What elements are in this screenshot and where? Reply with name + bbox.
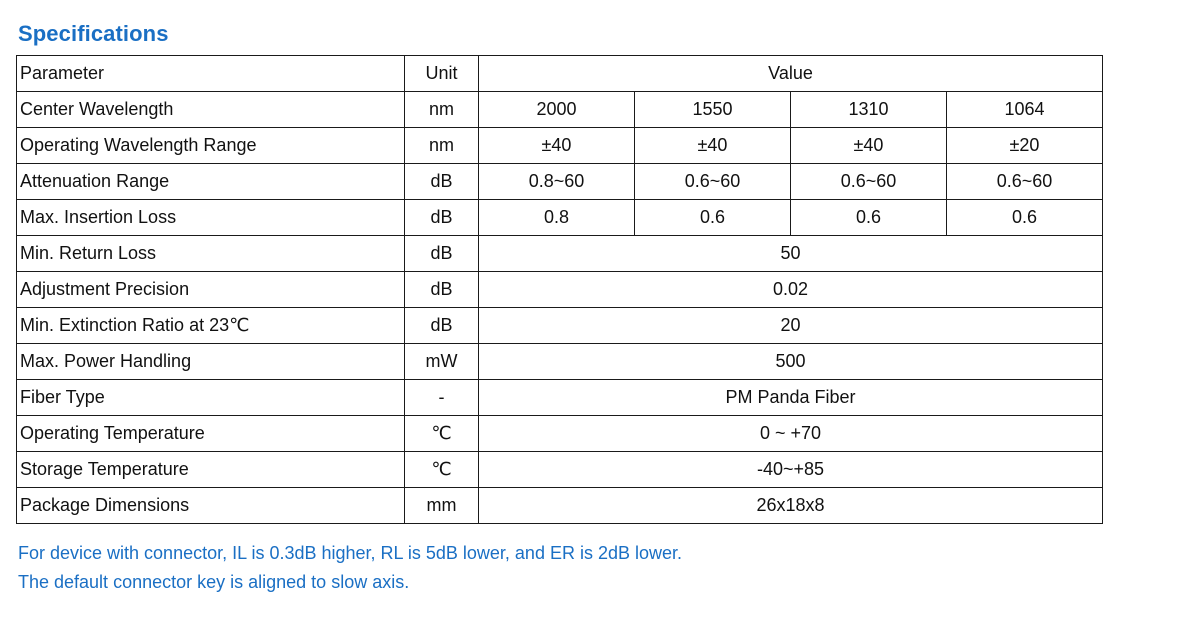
table-row: [17, 92, 1103, 128]
table-row: [17, 380, 1103, 416]
row-parameter: Fiber Type: [17, 380, 405, 416]
row-value: PM Panda Fiber: [479, 380, 1103, 416]
row-parameter: Min. Extinction Ratio at 23℃: [17, 308, 405, 344]
row-unit: dB: [405, 308, 479, 344]
row-value: 500: [479, 344, 1103, 380]
header-parameter: Parameter: [17, 56, 405, 92]
header-unit: Unit: [405, 56, 479, 92]
row-unit: dB: [405, 164, 479, 200]
row-value: ±40: [635, 128, 791, 164]
row-parameter: Operating Temperature: [17, 416, 405, 452]
row-value: 0.8: [479, 200, 635, 236]
row-unit: ℃: [405, 452, 479, 488]
row-unit: ℃: [405, 416, 479, 452]
row-value: 0.6~60: [791, 164, 947, 200]
row-value: -40~+85: [479, 452, 1103, 488]
row-value: 26x18x8: [479, 488, 1103, 524]
row-unit: nm: [405, 128, 479, 164]
row-value: 0.8~60: [479, 164, 635, 200]
row-value: 0.6: [791, 200, 947, 236]
table-row: [17, 308, 1103, 344]
row-value: 0.6: [947, 200, 1103, 236]
row-unit: mW: [405, 344, 479, 380]
row-parameter: Package Dimensions: [17, 488, 405, 524]
specifications-table: [16, 55, 1103, 524]
row-value: 1310: [791, 92, 947, 128]
table-row: [17, 488, 1103, 524]
page-title: Specifications: [18, 21, 169, 46]
table-header-row: [17, 56, 1103, 92]
row-value: 0.6: [635, 200, 791, 236]
row-value: 50: [479, 236, 1103, 272]
row-unit: dB: [405, 236, 479, 272]
header-value: Value: [479, 56, 1103, 92]
row-parameter: Attenuation Range: [17, 164, 405, 200]
table-row: [17, 128, 1103, 164]
row-parameter: Min. Return Loss: [17, 236, 405, 272]
row-unit: dB: [405, 272, 479, 308]
row-value: 0.02: [479, 272, 1103, 308]
row-value: 20: [479, 308, 1103, 344]
row-unit: mm: [405, 488, 479, 524]
table-row: [17, 272, 1103, 308]
notes: [18, 539, 682, 597]
table-row: [17, 344, 1103, 380]
table-row: [17, 452, 1103, 488]
row-unit: nm: [405, 92, 479, 128]
table-row: [17, 236, 1103, 272]
row-parameter: Operating Wavelength Range: [17, 128, 405, 164]
row-value: ±20: [947, 128, 1103, 164]
note-connector-loss: For device with connector, IL is 0.3dB higher, RL is 5dB lower, and ER is 2dB lower.: [18, 543, 683, 563]
row-parameter: Center Wavelength: [17, 92, 405, 128]
row-value: 1550: [635, 92, 791, 128]
table-row: [17, 416, 1103, 452]
row-parameter: Storage Temperature: [17, 452, 405, 488]
row-parameter: Adjustment Precision: [17, 272, 405, 308]
row-value: ±40: [479, 128, 635, 164]
row-value: 0 ~ +70: [479, 416, 1103, 452]
table-row: [17, 164, 1103, 200]
row-unit: -: [405, 380, 479, 416]
row-parameter: Max. Insertion Loss: [17, 200, 405, 236]
row-value: 2000: [479, 92, 635, 128]
row-value: ±40: [791, 128, 947, 164]
row-parameter: Max. Power Handling: [17, 344, 405, 380]
note-connector-key: The default connector key is aligned to slow axis.: [18, 572, 410, 592]
row-unit: dB: [405, 200, 479, 236]
row-value: 1064: [947, 92, 1103, 128]
row-value: 0.6~60: [947, 164, 1103, 200]
row-value: 0.6~60: [635, 164, 791, 200]
table-row: [17, 200, 1103, 236]
